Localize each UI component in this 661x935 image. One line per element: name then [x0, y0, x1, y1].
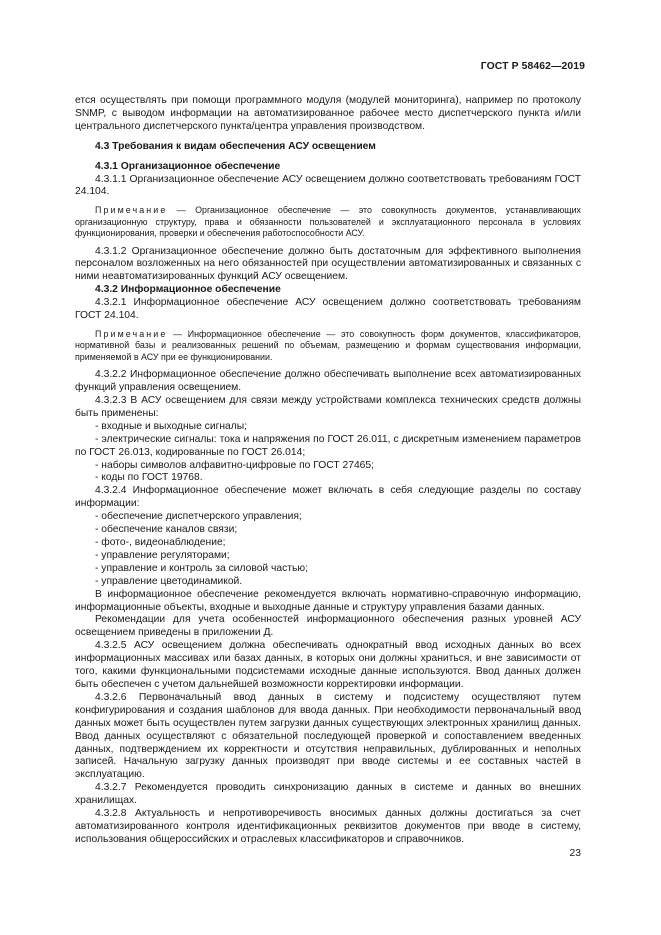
list-item: - коды по ГОСТ 19768. [95, 472, 203, 484]
clause-4-3-2-1: 4.3.2.1 Информационное обеспечение АСУ освещением должно соответствовать требованиям ГОСТ 24.104. [75, 297, 581, 322]
list-item: - входные и выходные сигналы; [95, 420, 248, 432]
list-item: - наборы символов алфавитно-цифровые по ГОСТ 27465; [95, 459, 374, 471]
clause-4-3-2-8: 4.3.2.8 Актуальность и непротиворечивость вносимых данных должны достигаться за счет автоматизированного контроля идентификационных реквизитов документов при вводе в систему, использования общероссийских и отраслевых классификаторов и справочников. [75, 808, 581, 845]
recommendation-paragraph: Рекомендации для учета особенностей информационного обеспечения разных уровней АСУ освещением приведены в приложении Д. [75, 614, 581, 639]
list-item: - обеспечение диспетчерского управления; [95, 511, 302, 523]
clause-4-3-1-1: 4.3.1.1 Организационное обеспечение АСУ освещением должно соответствовать требованиям ГОСТ 24.104. [75, 173, 581, 198]
list-item: - управление регуляторами; [95, 549, 230, 561]
note-label: Примечание [95, 205, 168, 216]
clause-4-3-2-5: 4.3.2.5 АСУ освещением должна обеспечивать однократный ввод исходных данных во всех информационных массивах или базах данных, в которых они должны храниться, и вне зависимости от того, какими функциональными подсистемами исходные данные используются. Ввод данных должен быть обеспечен с учетом дальнейшей возможности корректировки информации. [75, 640, 581, 690]
clause-4-3-2-6: 4.3.2.6 Первоначальный ввод данных в систему и подсистему осуществляют путем конфигурирования и создания шаблонов для ввода данных. При необходимости первоначальный ввод данных может быть осуществлен путем загрузки данных существующих электронных хранилищ данных. Ввод данных осуществляют с обязательной последующей проверкой и сопоставлением введенных данных, подтверждением их корректности и отсутствия неправильных, дублированных и неполных записей. Начальную загрузку данных производят при вводе системы и ее составных частей в эксплуатацию. [75, 691, 581, 781]
note-text: — Организационное обеспечение — это совокупность документов, устанавливающих организационную структуру, права и обязанности пользователей и эксплуатационного персонала в условиях функционирования, проверки и обеспечения работоспособности АСУ. [75, 205, 581, 239]
list-item: - электрические сигналы: тока и напряжения по ГОСТ 26.011, с дискретным изменением параметров по ГОСТ 26.013, кодированные по ГОСТ 26.014; [75, 433, 581, 458]
subsection-heading-4-3-1: 4.3.1 Организационное обеспечение [95, 160, 281, 172]
recommendation-paragraph: В информационное обеспечение рекомендуется включать нормативно-справочную информацию, информационные объекты, входные и выходные данные и структуру управления базами данных. [75, 588, 581, 613]
section-heading-4-3: 4.3 Требования к видам обеспечения АСУ освещением [95, 140, 376, 152]
paragraph-continuation: ется осуществлять при помощи программного модуля (модулей мониторинга), например по протоколу SNMP, с выводом информации на автоматизированное рабочее место диспетчерского пункта и/или центрального диспетчерского пункта/центра управления производством. [75, 95, 581, 132]
list-item: - управление и контроль за силовой частью; [95, 562, 308, 574]
clause-4-3-2-3: 4.3.2.3 В АСУ освещением для связи между устройствами комплекса технических средств должны быть применены: [75, 395, 581, 419]
clause-4-3-2-4: 4.3.2.4 Информационное обеспечение может включать в себя следующие разделы по составу информации: [75, 485, 581, 510]
note-label: Примечание [95, 329, 168, 339]
document-body [75, 95, 581, 847]
subsection-heading-4-3-2: 4.3.2 Информационное обеспечение [95, 284, 281, 296]
note-text: — Информационное обеспечение — это совокупность форм документов, классификаторов, нормативной базы и реализованных решений по объемам, размещению и формам существования информации, применяемой в АСУ при ее функционировании. [75, 329, 581, 362]
clause-4-3-2-7: 4.3.2.7 Рекомендуется проводить синхронизацию данных в системе и данных во внешних хранилищах. [75, 782, 581, 807]
page-number: 23 [569, 848, 581, 859]
note-organizational [75, 205, 581, 239]
clause-4-3-2-2: 4.3.2.2 Информационное обеспечение должно обеспечивать выполнение всех автоматизированных функций управления освещением. [75, 369, 581, 394]
list-item: - управление цветодинамикой. [95, 575, 243, 587]
clause-4-3-1-2: 4.3.1.2 Организационное обеспечение должно быть достаточным для эффективного выполнения персоналом возложенных на него обязанностей при осуществлении автоматизированных и связанных с ними неавтоматизированных функций АСУ освещением. [75, 245, 581, 283]
note-informational [75, 329, 581, 363]
standard-header: ГОСТ Р 58462—2019 [480, 61, 585, 72]
list-item: - обеспечение каналов связи; [95, 524, 238, 536]
list-item: - фото-, видеонаблюдение; [95, 537, 226, 548]
